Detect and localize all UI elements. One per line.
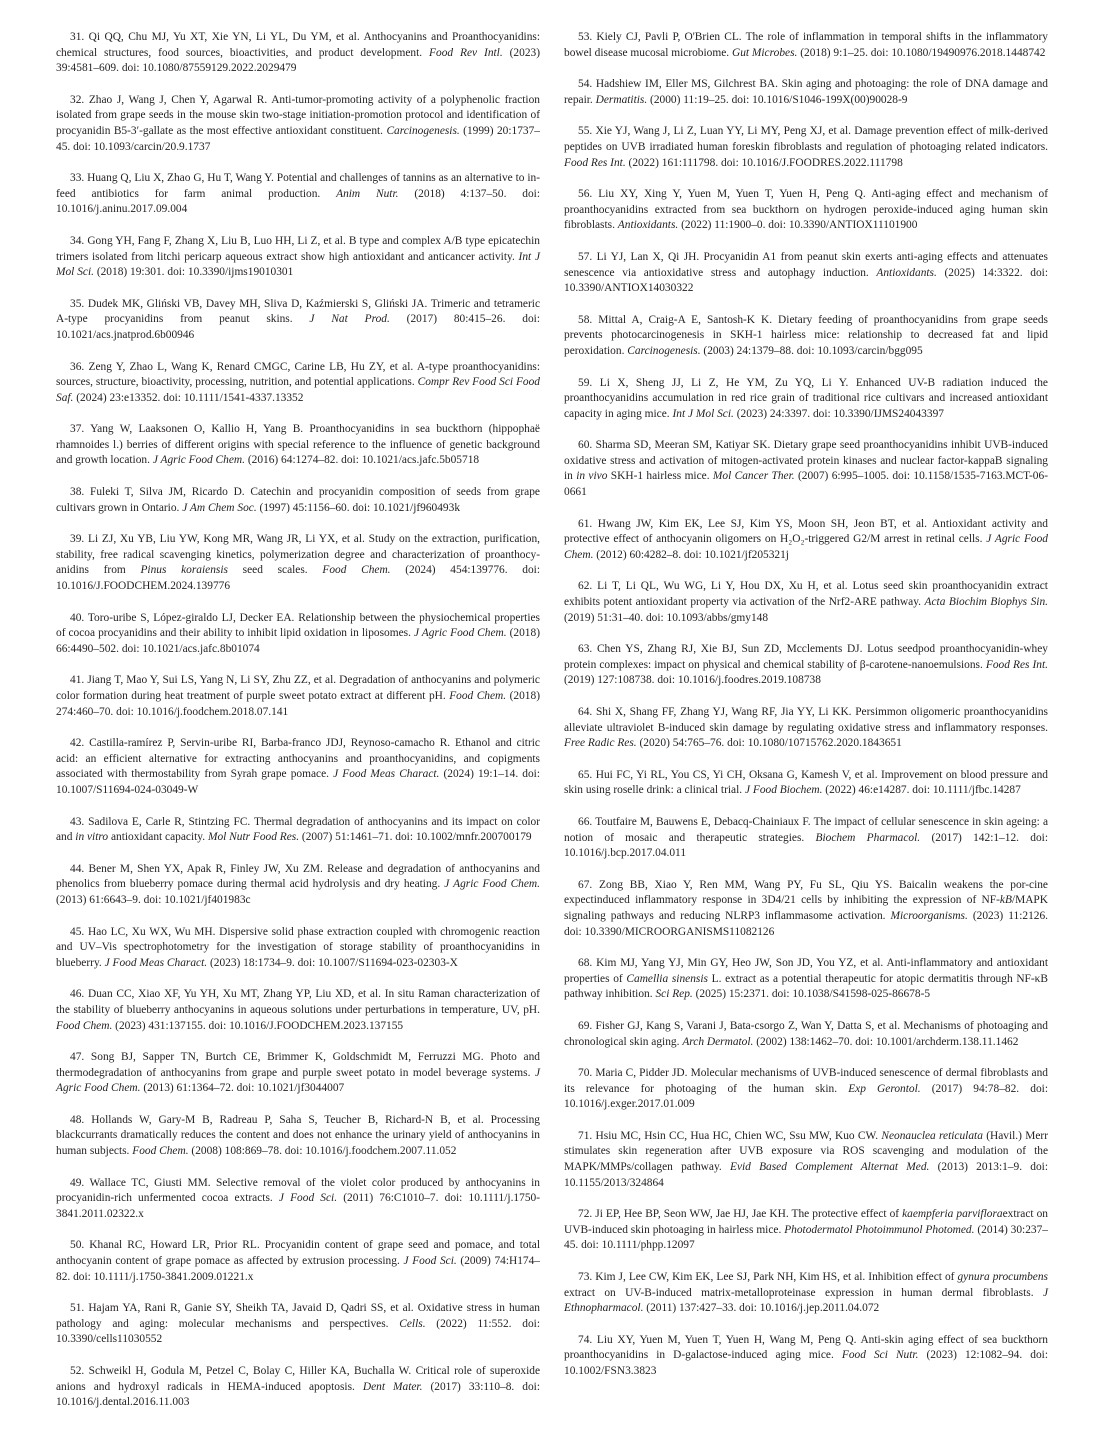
reference-text: Gong YH, Fang F, Zhang X, Liu B, Luo HH, Li Z, et al. B type and complex A/B type epicatechin trimers isolated from litchi pericarp aqueous extract show high antioxidant and anticancer activity. (56, 234, 540, 263)
reference-entry (564, 579, 1048, 626)
reference-text: Zhao J, Wang J, Chen Y, Agarwal R. Anti-tumor-promoting activity of a polyphenolic fraction isolated from grape seeds in the mouse skin two-stage initiation-promotion protocol and identification of procyanidin B5-3′-gallate as the most effective antioxidant constituent. (56, 93, 540, 137)
reference-italic-text: Food Rev Intl. (429, 46, 503, 59)
reference-text: (2009) 74:H174–82. doi: 10.1111/j.1750-3841.2009.01221.x (56, 1255, 541, 1283)
reference-italic-text: kB (999, 894, 1012, 907)
reference-number: 38. (70, 486, 85, 499)
reference-text: (2007) 6:995–1005. doi: 10.1158/1535-7163.MCT-06-0661 (564, 470, 1048, 499)
reference-text: L. extract as a potential therapeutic for atopic dermatitis through NF-κB pathway inhibition. (564, 972, 1049, 1001)
reference-italic-text: Photodermatol Photoimmunol Photomed. (784, 1223, 975, 1236)
reference-italic-text: Int J Mol Sci. (56, 250, 540, 279)
reference-number: 70. (578, 1067, 593, 1080)
reference-entry (56, 30, 540, 77)
reference-entry (56, 171, 540, 218)
reference-italic-text: in vitro (75, 831, 109, 844)
reference-text: Ji EP, Hee BP, Seon WW, Jae HJ, Jae KH. The protective effect of (595, 1208, 903, 1221)
reference-entry (564, 768, 1048, 799)
reference-number: 55. (578, 125, 593, 138)
reference-text: antioxidant capacity. (108, 831, 208, 844)
reference-entry (564, 376, 1048, 423)
reference-entry (564, 1019, 1048, 1050)
reference-text: (2000) 11:19–25. doi: 10.1016/S1046-199X(00)90028-9 (647, 93, 908, 106)
reference-italic-text: J Food Meas Charact. (333, 768, 440, 781)
reference-text: Bener M, Shen YX, Apak R, Finley JW, Xu ZM. Release and degradation of anthocyanins and phenolics from blueberry pomace during thermal acid hydrolysis and dry heating. (56, 862, 540, 891)
reference-text: Xie YJ, Wang J, Li Z, Luan YY, Li MY, Peng XJ, et al. Damage prevention effect of milk-derived peptides on UVB irradiated human foreskin fibroblasts and regulation of photoaging related indicators. (564, 125, 1048, 153)
reference-text: Toutfaire M, Bauwens E, Debacq-Chainiaux F. The impact of cellular senescence in skin ageing: a notion of mosaic and therapeutic strategies. (564, 815, 1048, 844)
reference-text: extract on UVB-induced skin photoaging in hairless mice. (564, 1208, 1049, 1236)
reference-entry (56, 1238, 540, 1285)
reference-text: (2022) 46:e14287. doi: 10.1111/jfbc.14287 (822, 784, 1021, 797)
reference-entry (564, 30, 1048, 61)
reference-italic-text: Antioxidants. (876, 266, 937, 279)
reference-text: Shi X, Shang FF, Zhang YJ, Wang RF, Jia YY, Li KK. Persimmon oligomeric proanthocyanidins alleviate ultraviolet B-induced skin damage by regulating oxidative stress and inflammatory responses. (564, 706, 1048, 734)
reference-number: 63. (578, 643, 593, 656)
reference-italic-text: Int J Mol Sci. (672, 407, 734, 420)
reference-italic-text: Mol Cancer Ther. (712, 470, 795, 483)
reference-entry (56, 815, 540, 846)
reference-text: (2018) 4:137–50. doi: 10.1016/j.aninu.2017.09.004 (56, 187, 540, 216)
reference-italic-text: J Food Sci. (278, 1192, 338, 1205)
reference-text: Khanal RC, Howard LR, Prior RL. Procyanidin content of grape seed and pomace, and total anthocyanin content of grape pomace as affected by extrusion processing. (56, 1239, 540, 1268)
reference-text: Hao LC, Xu WX, Wu MH. Dispersive solid phase extraction coupled with chromogenic reaction and UV–Vis spectrophotometry for the investigation of storage stability of proanthocyanidins in blueberry. (56, 925, 540, 969)
reference-entry (56, 297, 540, 344)
reference-italic-text: J Ethnopharmacol. (564, 1286, 1048, 1315)
reference-text: (2018) 66:4490–502. doi: 10.1021/acs.jafc.8b01074 (56, 627, 540, 655)
reference-italic-text: J Agric Food Chem. (152, 454, 245, 467)
reference-italic-text: Free Radic Res. (564, 737, 637, 750)
reference-entry (564, 1270, 1048, 1317)
reference-entry (56, 1113, 540, 1160)
reference-text: (1997) 45:1156–60. doi: 10.1021/jf960493k (256, 501, 461, 514)
reference-number: 71. (578, 1129, 593, 1142)
reference-number: 52. (70, 1365, 85, 1377)
reference-italic-text: Pinus koraiensis (140, 564, 228, 577)
reference-italic-text: Anim Nutr. (336, 187, 399, 200)
reference-number: 36. (70, 360, 85, 373)
reference-entry (56, 1176, 540, 1223)
reference-text: (2023) 39:4581–609. doi: 10.1080/87559129.2022.2029479 (56, 46, 541, 75)
reference-italic-text: J Agric Food Chem. (564, 533, 1048, 561)
reference-italic-text: Antioxidants. (617, 219, 679, 232)
reference-entry (564, 438, 1048, 500)
reference-entry (564, 77, 1048, 108)
reference-number: 74. (578, 1333, 593, 1346)
reference-italic-text: Gut Microbes. (731, 46, 798, 59)
reference-entry (56, 925, 540, 972)
reference-text: Sharma SD, Meeran SM, Katiyar SK. Dietary grape seed proanthocyanidins inhibit UVB-induced oxidative stress and activation of mitogen-activated protein kinases and nuclear factor-kappaB signaling in (564, 439, 1048, 483)
reference-entry (564, 517, 1048, 564)
reference-number: 60. (578, 439, 593, 452)
reference-text: (2023) 11:2126. doi: 10.3390/MICROORGANISMS11082126 (564, 909, 1049, 938)
reference-number: 34. (70, 234, 85, 247)
reference-text: (2017) 94:78–82. doi: 10.1016/j.exger.2017.01.009 (564, 1082, 1048, 1111)
reference-italic-text: J Food Biochem. (744, 784, 823, 797)
reference-text: Li YJ, Lan X, Qi JH. Procyanidin A1 from peanut skin exerts anti-aging effects and attenuates senescence via antioxidative stress and autophagy induction. (564, 250, 1048, 279)
reference-text: Castilla-ramírez P, Servin-uribe RI, Barba-franco JDJ, Reynoso-camacho R. Ethanol and citric acid: an efficient alternative for extracting anthocyanins and proanthocyanidins, and copigments associated with thermostability from Syrah grape pomace. (56, 737, 540, 781)
reference-text: (2024) 23:e13352. doi: 10.1111/1541-4337.13352 (73, 391, 304, 404)
reference-number: 42. (70, 737, 85, 750)
reference-number: 53. (578, 31, 593, 43)
reference-text: (2012) 60:4282–8. doi: 10.1021/jf205321j (593, 548, 789, 561)
reference-number: 57. (578, 250, 593, 263)
reference-italic-text: Acta Biochim Biophys Sin. (924, 596, 1048, 609)
reference-text: (2023) 12:1082–94. doi: 10.1002/FSN3.3823 (564, 1349, 1049, 1377)
reference-text: (2017) 142:1–12. doi: 10.1016/j.bcp.2017.04.011 (564, 831, 1049, 860)
reference-text: (2022) 11:1900–0. doi: 10.3390/ANTIOX11101900 (678, 219, 918, 232)
reference-text: (2019) 127:108738. doi: 10.1016/j.foodres.2019.108738 (564, 674, 821, 687)
reference-italic-text: kaempferia parviflora (902, 1208, 1003, 1221)
reference-italic-text: J Food Sci. (403, 1255, 457, 1268)
reference-text: Hajam YA, Rani R, Ganie SY, Sheikh TA, Javaid D, Qadri SS, et al. Oxidative stress in human pathology and aging: molecular mechanisms and perspectives. (56, 1302, 540, 1330)
reference-column-left (56, 30, 540, 1427)
reference-number: 56. (578, 188, 593, 201)
reference-text: (2013) 61:6643–9. doi: 10.1021/jf401983c (56, 893, 251, 906)
reference-text: (2016) 64:1274–82. doi: 10.1021/acs.jafc.5b05718 (244, 454, 480, 467)
reference-number: 67. (578, 878, 593, 891)
reference-text: Schweikl H, Godula M, Petzel C, Bolay C, Hiller KA, Buchalla W. Critical role of superoxide anions and hydroxyl radicals in HEMA-induced apoptosis. (56, 1365, 540, 1393)
reference-italic-text: Food Res Int. (985, 658, 1048, 671)
reference-text: Mittal A, Craig-A E, Santosh-K K. Dietary feeding of proanthocyanidins from grape seeds prevents photocarcinogenesis in SKH-1 hairless mice: relationship to decreased fat and lipid peroxidation. (564, 313, 1048, 357)
reference-number: 58. (578, 313, 593, 326)
reference-entry (564, 1129, 1048, 1191)
reference-text: Chen YS, Zhang RJ, Xie BJ, Sun ZD, Mcclements DJ. Lotus seedpod proanthocyanidin-whey protein complexes: impact on physical and chemical stability of β-carotene-nanoemulsions. (564, 643, 1048, 671)
reference-text: /MAPK signaling pathways and reducing NLRP3 inflammasome activation. (564, 894, 1048, 922)
reference-entry (56, 611, 540, 658)
reference-entry (56, 987, 540, 1034)
reference-text: Maria C, Pidder JD. Molecular mechanisms of UVB-induced senescence of dermal fibroblasts and its relevance for photoaging of the human skin. (564, 1067, 1048, 1095)
reference-text: (2023) 431:137155. doi: 10.1016/J.FOODCHEM.2023.137155 (112, 1019, 404, 1032)
reference-entry (564, 250, 1048, 297)
reference-text: (2024) 19:1–14. doi: 10.1007/S11694-024-03049-W (56, 768, 540, 796)
reference-number: 68. (578, 957, 593, 970)
reference-italic-text: Dermatitis. (595, 93, 648, 106)
reference-column-right (564, 30, 1048, 1396)
reference-entry (564, 956, 1048, 1003)
reference-text: (2008) 108:869–78. doi: 10.1016/j.foodchem.2007.11.052 (188, 1145, 457, 1158)
reference-italic-text: Food Chem. (322, 564, 391, 577)
reference-italic-text: Evid Based Complement Alternat Med. (729, 1161, 930, 1174)
reference-italic-text: Cells. (399, 1317, 426, 1330)
reference-text: Hsiu MC, Hsin CC, Hua HC, Chien WC, Ssu MW, Kuo CW. (595, 1129, 882, 1142)
reference-text: Huang Q, Liu X, Zhao G, Hu T, Wang Y. Potential and challenges of tannins as an alternative to in-feed antibiotics for farm animal production. (56, 172, 540, 200)
reference-italic-text: in vivo (576, 470, 608, 483)
reference-text: (2024) 454:139776. doi: 10.1016/J.FOODCHEM.2024.139776 (56, 564, 541, 593)
reference-entry (564, 187, 1048, 234)
reference-number: 40. (70, 611, 85, 624)
reference-entry (56, 862, 540, 909)
reference-text: (2023) 18:1734–9. doi: 10.1007/S11694-023-02303-X (207, 956, 458, 969)
reference-text: (2018) 9:1–25. doi: 10.1080/19490976.2018.1448742 (797, 46, 1046, 59)
reference-number: 50. (70, 1239, 85, 1252)
reference-entry (564, 1066, 1048, 1113)
reference-entry (56, 485, 540, 516)
reference-text: (2017) 80:415–26. doi: 10.1021/acs.jnatprod.6b00946 (56, 313, 540, 341)
reference-text: (2017) 33:110–8. doi: 10.1016/j.dental.2016.11.003 (56, 1380, 541, 1409)
reference-entry (564, 815, 1048, 862)
reference-entry (564, 878, 1048, 940)
reference-text: (2020) 54:765–76. doi: 10.1080/10715762.2020.1843651 (636, 737, 902, 750)
reference-text: Zong BB, Xiao Y, Ren MM, Wang PY, Fu SL, Qiu YS. Baicalin weakens the por-cine expectinduced inflammatory response in 3D4/21 cells by inhibiting the expression of NF- (564, 878, 1048, 907)
reference-italic-text: J Agric Food Chem. (444, 878, 541, 891)
reference-entry (56, 1050, 540, 1097)
reference-text: extract on UV-B-induced matrix-metalloproteinase expression in human dermal fibroblasts. (564, 1286, 1043, 1299)
reference-number: 48. (70, 1113, 85, 1126)
reference-entry (564, 313, 1048, 360)
reference-number: 65. (578, 768, 593, 781)
reference-text: (2013) 2013:1–9. doi: 10.1155/2013/324864 (564, 1161, 1048, 1189)
reference-text: (2022) 11:552. doi: 10.3390/cells11030552 (56, 1317, 540, 1346)
reference-text: (2013) 61:1364–72. doi: 10.1021/jf3044007 (140, 1082, 345, 1095)
reference-number: 46. (70, 988, 85, 1001)
reference-text: (2025) 15:2371. doi: 10.1038/S41598-025-86678-5 (692, 988, 931, 1001)
reference-italic-text: Compr Rev Food Sci Food Saf. (56, 376, 540, 404)
reference-text: Kim MJ, Yang YJ, Min GY, Heo JW, Son JD, You YZ, et al. Anti-inflammatory and antioxidant properties of (564, 957, 1048, 985)
reference-text: (2022) 161:111798. doi: 10.1016/J.FOODRES.2022.111798 (625, 156, 903, 169)
reference-entry (56, 360, 540, 407)
reference-text: (2023) 24:3397. doi: 10.3390/IJMS24043397 (733, 407, 944, 420)
reference-text: Kim J, Lee CW, Kim EK, Lee SJ, Park NH, Kim HS, et al. Inhibition effect of (595, 1271, 958, 1284)
reference-text: Duan CC, Xiao XF, Yu YH, Xu MT, Zhang YP, Liu XD, et al. In situ Raman characterization of the stability of blueberry anthocyanins in aqueous solutions under perturbations in temperature, UV, pH. (56, 988, 540, 1016)
reference-number: 69. (578, 1019, 593, 1032)
reference-text: Liu XY, Xing Y, Yuen M, Yuen T, Yuen H, Peng Q. Anti-aging effect and mechanism of proanthocyanidins extracted from sea buckthorn on hydrogen peroxide-induced aging human skin fibroblasts. (564, 188, 1049, 232)
reference-text: Dudek MK, Gliński VB, Davey MH, Sliva D, Kaźmierski S, Gliński JA. Trimeric and tetrameric A-type procyanidins from peanut skins. (56, 297, 540, 326)
reference-number: 61. (578, 517, 593, 530)
reference-text: seed scales. (227, 564, 323, 577)
reference-italic-text: Food Chem. (56, 1019, 113, 1032)
reference-text: Jiang T, Mao Y, Sui LS, Yang N, Li SY, Zhu ZZ, et al. Degradation of anthocyanins and polymeric color formation during heat treatment of purple sweet potato extract at different pH. (56, 674, 540, 702)
reference-text: Li T, Li QL, Wu WG, Li Y, Hou DX, Xu H, et al. Lotus seed skin proanthocyanidin extract exhibits potent antioxidant property via activation of the Nrf2-ARE pathway. (564, 580, 1048, 609)
reference-italic-text: Camellia sinensis (626, 972, 708, 985)
reference-text: Wallace TC, Giusti MM. Selective removal of the violet color produced by anthocyanins in procyanidin-rich unfermented cocoa extracts. (56, 1176, 540, 1205)
reference-text: (2002) 138:1462–70. doi: 10.1001/archderm.138.11.1462 (753, 1035, 1019, 1048)
reference-italic-text: Carcinogenesis. (627, 344, 701, 357)
reference-italic-text: Neonauclea reticulata (881, 1129, 983, 1142)
reference-number: 47. (70, 1051, 85, 1064)
reference-number: 59. (578, 376, 593, 389)
reference-italic-text: Sci Rep. (655, 988, 693, 1001)
reference-number: 43. (70, 815, 85, 828)
reference-text: Fuleki T, Silva JM, Ricardo D. Catechin and procyanidin composition of seeds from grape cultivars grown in Ontario. (56, 486, 540, 514)
reference-text: (Havil.) Merr stimulates skin regeneration after UVB exposure via ROS scavenging and modulation of the MAPK/MMPs/collagen pathway. (564, 1129, 1048, 1174)
reference-number: 45. (70, 925, 85, 938)
reference-text: Hollands W, Gary-M B, Radreau P, Saha S, Teucher B, Richard-N B, et al. Processing blackcurrants dramatically reduces the content and does not enhance the urinary yield of anthocyanins in human subjects. (56, 1113, 540, 1158)
reference-italic-text: Food Chem. (132, 1145, 189, 1158)
reference-number: 39. (70, 533, 85, 546)
reference-number: 73. (578, 1271, 593, 1284)
reference-text: Qi QQ, Chu MJ, Yu XT, Xie YN, Li YL, Du YM, et al. Anthocyanins and Proanthocyanidins: chemical structures, food sources, bioactivities, and product development. (56, 31, 540, 59)
reference-number: 54. (578, 78, 593, 91)
reference-number: 62. (578, 580, 593, 593)
reference-number: 32. (70, 93, 85, 106)
reference-text: Fisher GJ, Kang S, Varani J, Bata-csorgo Z, Wan Y, Datta S, et al. Mechanisms of photoaging and chronological skin aging. (564, 1019, 1048, 1048)
reference-text: (2011) 76:C1010–7. doi: 10.1111/j.1750-3841.2011.02322.x (56, 1192, 540, 1220)
reference-text: Hui FC, Yi RL, You CS, Yi CH, Oksana G, Kamesh V, et al. Improvement on blood pressure and skin using roselle drink: a clinical trial. (564, 768, 1048, 797)
reference-text: Sadilova E, Carle R, Stintzing FC. Thermal degradation of anthocyanins and its impact on color and (56, 815, 540, 844)
reference-number: 35. (70, 297, 85, 310)
reference-text: (2025) 14:3322. doi: 10.3390/ANTIOX14030322 (564, 266, 1048, 295)
reference-italic-text: Food Res Int. (564, 156, 626, 169)
reference-number: 64. (578, 706, 593, 718)
reference-italic-text: gynura procumbens (957, 1271, 1048, 1284)
reference-number: 31. (70, 31, 85, 43)
reference-text: (2011) 137:427–33. doi: 10.1016/j.jep.2011.04.072 (643, 1302, 880, 1315)
reference-entry (564, 705, 1048, 752)
reference-text: Toro-uribe S, López-giraldo LJ, Decker EA. Relationship between the physiochemical properties of cocoa procyanidins and their ability to inhibit lipid oxidation in liposomes. (56, 611, 540, 640)
reference-italic-text: J Nat Prod. (309, 313, 390, 326)
reference-italic-text: Microorganisms. (890, 909, 968, 922)
reference-text: (2003) 24:1379–88. doi: 10.1093/carcin/bgg095 (700, 344, 923, 357)
reference-entry (56, 673, 540, 720)
reference-italic-text: Mol Nutr Food Res. (207, 831, 300, 844)
reference-number: 66. (578, 815, 593, 828)
reference-italic-text: Exp Gerontol. (848, 1082, 921, 1095)
reference-italic-text: Dent Mater. (362, 1380, 423, 1393)
reference-entry (564, 642, 1048, 689)
reference-text: SKH-1 hairless mice. (607, 470, 713, 483)
reference-number: 41. (70, 674, 85, 687)
reference-text: (2019) 51:31–40. doi: 10.1093/abbs/gmy148 (564, 611, 769, 624)
reference-italic-text: Biochem Pharmacol. (815, 831, 921, 844)
reference-number: 49. (70, 1176, 85, 1189)
reference-entry (56, 234, 540, 281)
reference-text: Li X, Sheng JJ, Li Z, He YM, Zu YQ, Li Y. Enhanced UV-B radiation induced the proanthocyanidins accumulation in red rice grain of traditional rice cultivars and increased antioxidant capacity in aging mice. (564, 376, 1048, 420)
reference-entry (56, 736, 540, 798)
reference-entry (56, 532, 540, 594)
reference-text: Liu XY, Yuen M, Yuen T, Yuen H, Wang M, Peng Q. Anti-skin aging effect of sea buckthorn proanthocyanidins in D-galactose-induced aging mice. (564, 1333, 1048, 1362)
reference-text: (2018) 19:301. doi: 10.3390/ijms19010301 (93, 266, 294, 279)
reference-number: 37. (70, 423, 85, 436)
reference-number: 33. (70, 172, 85, 185)
reference-italic-text: J Food Meas Charact. (104, 956, 208, 969)
reference-italic-text: J Am Chem Soc. (182, 501, 257, 514)
reference-entry (56, 1301, 540, 1348)
reference-text: (2014) 30:237–45. doi: 10.1111/phpp.12097 (564, 1223, 1048, 1252)
reference-entry (56, 1364, 540, 1411)
reference-text: Li ZJ, Xu YB, Liu YW, Kong MR, Wang JR, Li YX, et al. Study on the extraction, purification, stability, free radical scavenging kinetics, polymerization degree and characterization of proanthocy-anidins from (56, 533, 540, 577)
reference-text: Yang W, Laaksonen O, Kallio H, Yang B. Proanthocyanidins in sea buckthorn (hippophaë rhamnoides l.) berries of different origins with special reference to the influence of genetic background and growth location. (56, 423, 540, 467)
reference-text: (2007) 51:1461–71. doi: 10.1002/mnfr.200700179 (299, 831, 532, 844)
reference-italic-text: Arch Dermatol. (682, 1035, 754, 1048)
reference-number: 51. (70, 1302, 85, 1315)
reference-text: Kiely CJ, Pavli P, O'Brien CL. The role of inflammation in temporal shifts in the inflammatory bowel disease mucosal microbiome. (564, 31, 1048, 59)
reference-entry (564, 1333, 1048, 1380)
reference-text: Hadshiew IM, Eller MS, Gilchrest BA. Skin aging and photoaging: the role of DNA damage and repair. (564, 78, 1048, 106)
reference-italic-text: Food Sci Nutr. (841, 1349, 919, 1362)
reference-number: 44. (70, 862, 85, 875)
reference-number: 72. (578, 1208, 593, 1221)
reference-entry (56, 93, 540, 155)
reference-italic-text: J Agric Food Chem. (56, 1066, 540, 1095)
reference-entry (56, 422, 540, 469)
reference-text: Hwang JW, Kim EK, Lee SJ, Kim YS, Moon SH, Jeon BT, et al. Antioxidant activity and protective effect of anthocyanin oligomers on H₂O₂-triggered G2/M arrest in retinal cells. (564, 517, 1048, 546)
reference-text: (1999) 20:1737–45. doi: 10.1093/carcin/20.9.1737 (56, 124, 540, 153)
reference-italic-text: Food Chem. (449, 690, 507, 702)
reference-text: Song BJ, Sapper TN, Burtch CE, Brimmer K, Goldschmidt M, Ferruzzi MG. Photo and thermodegradation of anthocyanins from grape and purple sweet potato in model beverage systems. (56, 1051, 540, 1079)
reference-italic-text: Carcinogenesis. (386, 124, 460, 137)
reference-entry (564, 124, 1048, 171)
reference-text: Zeng Y, Zhao L, Wang K, Renard CMGC, Carine LB, Hu ZY, et al. A-type proanthocyanidins: sources, structure, bioactivity, processing, nutrition, and potential applications. (56, 360, 540, 389)
reference-text: (2018) 274:460–70. doi: 10.1016/j.foodchem.2018.07.141 (56, 690, 540, 718)
reference-italic-text: J Agric Food Chem. (413, 627, 507, 640)
reference-entry (564, 1207, 1048, 1254)
